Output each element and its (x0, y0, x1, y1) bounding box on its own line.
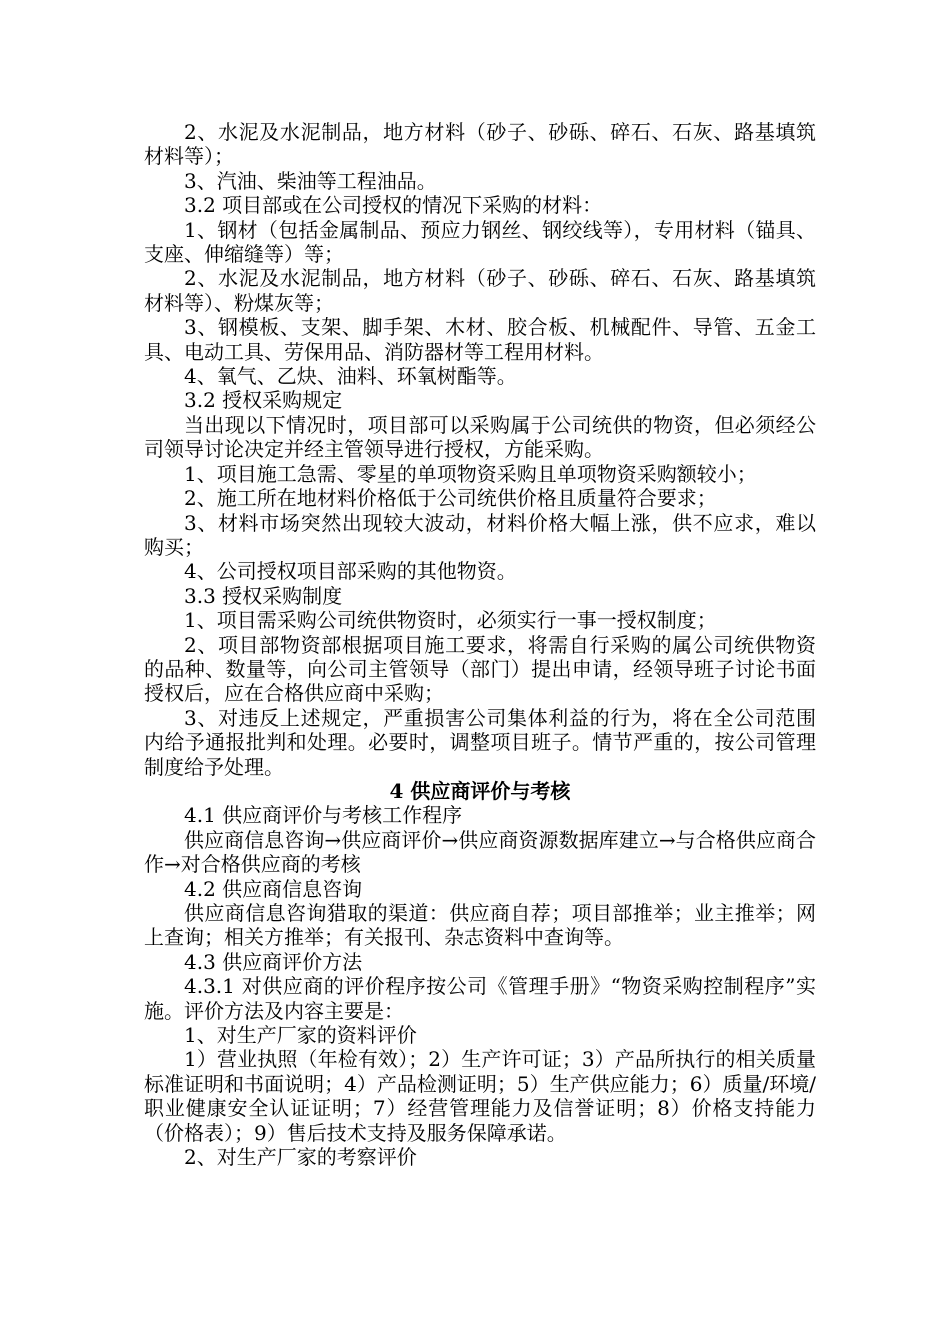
paragraph: 2、项目部物资部根据项目施工要求，将需自行采购的属公司统供物资的品种、数量等，向公司主管领导（部门）提出申请，经领导班子讨论书面授权后，应在合格供应商中采购； (144, 632, 816, 706)
paragraph: 4.3.1 对供应商的评价程序按公司《管理手册》“物资采购控制程序”实施。评价方法及内容主要是： (144, 974, 816, 1023)
paragraph: 4、氧气、乙炔、油料、环氧树酯等。 (184, 364, 517, 389)
paragraph: 2、施工所在地材料价格低于公司统供价格且质量符合要求； (184, 486, 717, 511)
paragraph: 3、材料市场突然出现较大波动，材料价格大幅上涨，供不应求，难以购买； (144, 510, 816, 559)
paragraph: 供应商信息咨询猎取的渠道：供应商自荐；项目部推举；业主推举；网上查询；相关方推举；有关报刊、杂志资料中查询等。 (144, 901, 816, 950)
paragraph: 4.1 供应商评价与考核工作程序 (184, 803, 463, 828)
paragraph: 1、项目需采购公司统供物资时，必须实行一事一授权制度； (184, 608, 717, 633)
paragraph: 3、对违反上述规定，严重损害公司集体利益的行为，将在全公司范围内给予通报批判和处理。必要时，调整项目班子。情节严重的，按公司管理制度给予处理。 (144, 705, 816, 779)
paragraph: 1、项目施工急需、零星的单项物资采购且单项物资采购额较小； (184, 461, 757, 486)
paragraph: 4.3 供应商评价方法 (184, 949, 363, 974)
paragraph: 1、钢材（包括金属制品、预应力钢丝、钢绞线等），专用材料（锚具、支座、伸缩缝等）等； (144, 217, 816, 267)
paragraph: 2、水泥及水泥制品，地方材料（砂子、砂砾、碎石、石灰、路基填筑材料等）； (144, 120, 816, 169)
paragraph: 4.2 供应商信息咨询 (184, 876, 363, 901)
paragraph: 2、对生产厂家的考察评价 (184, 1145, 417, 1170)
paragraph: 3、钢模板、支架、脚手架、木材、胶合板、机械配件、导管、五金工具、电动工具、劳保用品、消防器材等工程用材料。 (144, 315, 816, 364)
paragraph: 3、汽油、柴油等工程油品。 (184, 168, 437, 193)
section-heading: 4 供应商评价与考核 (389, 778, 571, 803)
paragraph: 3.3 授权采购制度 (184, 583, 343, 608)
paragraph: 供应商信息咨询→供应商评价→供应商资源数据库建立→与合格供应商合作→对合格供应商的考核 (144, 827, 816, 877)
paragraph: 3.2 授权采购规定 (184, 388, 343, 413)
paragraph: 3.2 项目部或在公司授权的情况下采购的材料： (184, 193, 603, 218)
paragraph: 当出现以下情况时，项目部可以采购属于公司统供的物资，但必须经公司领导讨论决定并经主管领导进行授权，方能采购。 (144, 412, 816, 462)
document-page (144, 120, 816, 1169)
paragraph: 1）营业执照（年检有效）；2）生产许可证；3）产品所执行的相关质量标准证明和书面说明；4）产品检测证明；5）生产供应能力；6）质量/环境/职业健康安全认证证明；7）经营管理能力及信誉证明；8）价格支持能力（价格表）；9）售后技术支持及服务保障承诺。 (144, 1047, 816, 1145)
paragraph: 1、对生产厂家的资料评价 (184, 1023, 417, 1048)
paragraph: 2、水泥及水泥制品，地方材料（砂子、砂砾、碎石、石灰、路基填筑材料等）、粉煤灰等； (144, 266, 816, 315)
paragraph: 4、公司授权项目部采购的其他物资。 (184, 559, 517, 584)
